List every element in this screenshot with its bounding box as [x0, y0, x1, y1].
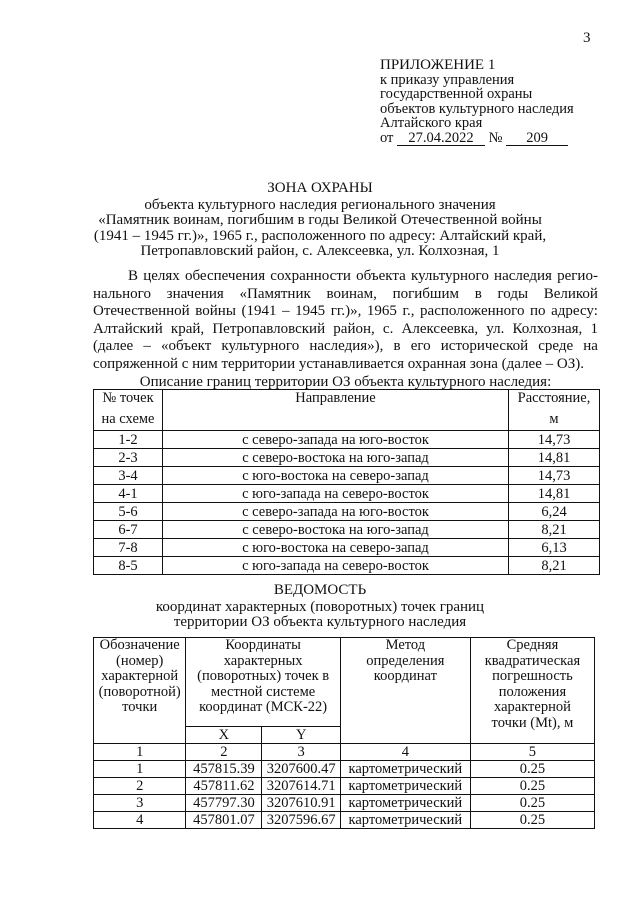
header-points-line: на схеме: [101, 411, 155, 427]
zone-title-line: «Памятник воинам, погибшим в годы Великой Отечественной войны: [98, 212, 542, 228]
zone-title: [0, 181, 640, 260]
coordinates-table: [93, 637, 595, 829]
statement-title-line: координат характерных (поворотных) точек границ: [155, 599, 485, 615]
paragraph-word: Петропавловский: [212, 320, 326, 337]
cell-error: 0.25: [470, 795, 594, 812]
paragraph-line: [93, 338, 598, 356]
paragraph-line: [93, 286, 598, 304]
cell-points: 6-7: [94, 521, 163, 539]
appendix-line: объектов культурного наследия: [380, 100, 574, 117]
cell-direction: с северо-востока на юго-запад: [163, 521, 509, 539]
paragraph-word: Отечественной: [93, 303, 190, 319]
header-y: Y: [262, 727, 340, 744]
cell-points: 8-5: [94, 557, 163, 575]
paragraph-word: сопряженной с ним территории устанавливается охранная зона (далее – ОЗ).: [93, 355, 584, 372]
header-method: [340, 638, 470, 744]
table-row: [94, 557, 600, 575]
paragraph-word: В: [128, 268, 139, 284]
paragraph-word: «Памятник: [239, 285, 311, 302]
appendix-title: ПРИЛОЖЕНИЕ 1: [380, 57, 496, 73]
header-line: положения: [498, 683, 567, 700]
cell-direction: с северо-запада на юго-восток: [163, 503, 509, 521]
paragraph-line: [93, 268, 598, 286]
header-line: местной системе: [211, 683, 316, 700]
zone-title-line: (1941 – 1945 гг.)», 1965 г., расположенного по адресу: Алтайский край,: [93, 227, 547, 244]
paragraph-word: среде: [538, 338, 574, 354]
cell-x: 457801.07: [186, 812, 262, 829]
paragraph-line: [93, 356, 598, 374]
paragraph-word: объекта: [356, 268, 406, 284]
zone-title-line: Петропавловский район, с. Алексеевка, ул. Колхозная, 1: [140, 243, 500, 259]
header-line: характерной: [101, 668, 179, 684]
paragraph-word: культурного: [221, 338, 300, 354]
column-index: 2: [186, 744, 262, 761]
paragraph-word: (далее: [93, 338, 134, 354]
header-coordinates: [186, 638, 341, 727]
paragraph-word: наследия: [494, 268, 552, 284]
cell-distance: 14,73: [509, 467, 600, 485]
cell-method: картометрический: [340, 761, 470, 778]
boundary-table-header: [94, 390, 600, 431]
body-paragraph: [93, 268, 598, 373]
cell-y: 3207610.91: [262, 795, 340, 812]
header-line: определения: [366, 652, 445, 669]
paragraph-word: г.,: [402, 303, 415, 319]
table-row: [94, 485, 600, 503]
cell-distance: 14,73: [509, 431, 600, 449]
header-error: [470, 638, 594, 744]
appendix-line: Алтайского края: [380, 115, 483, 131]
header-line: Средняя: [506, 637, 559, 653]
boundary-caption: Описание границ территории ОЗ объекта культурного наследия:: [139, 374, 552, 390]
paragraph-word: адресу:: [551, 303, 598, 319]
paragraph-word: 1: [590, 320, 598, 337]
cell-distance: 6,24: [509, 503, 600, 521]
paragraph-word: расположенного: [420, 303, 525, 319]
cell-points: 2-3: [94, 449, 163, 467]
paragraph-line: [93, 321, 598, 339]
cell-points: 5-6: [94, 503, 163, 521]
table-row: [94, 539, 600, 557]
appendix-date-line: [380, 131, 574, 146]
cell-y: 3207614.71: [262, 778, 340, 795]
appendix-header: [380, 58, 574, 146]
paragraph-word: культурного: [411, 268, 489, 284]
cell-x: 457811.62: [186, 778, 262, 795]
header-points: [94, 390, 163, 431]
column-index: 3: [262, 744, 340, 761]
paragraph-word: в: [393, 338, 401, 354]
cell-distance: 8,21: [509, 557, 600, 575]
header-line: Координаты: [225, 637, 301, 653]
cell-point: 3: [94, 795, 186, 812]
from-label: от: [380, 129, 394, 146]
paragraph-word: воинам,: [326, 285, 377, 302]
header-distance: [509, 390, 600, 431]
header-line: координат: [373, 668, 437, 684]
cell-error: 0.25: [470, 778, 594, 795]
cell-y: 3207600.47: [262, 761, 340, 778]
paragraph-word: годы: [497, 285, 529, 302]
paragraph-word: значения: [166, 285, 224, 302]
paragraph-line: [93, 303, 598, 321]
paragraph-word: Алексеевка,: [401, 320, 479, 337]
paragraph-word: обеспечения: [185, 268, 266, 284]
cell-points: 3-4: [94, 467, 163, 485]
paragraph-word: ул.: [486, 320, 505, 337]
cell-direction: с юго-запада на северо-восток: [163, 557, 509, 575]
paragraph-word: исторической: [440, 338, 529, 354]
paragraph-word: войны: [195, 303, 236, 319]
header-points-line: № точек: [102, 390, 154, 406]
paragraph-word: –: [282, 303, 290, 319]
header-direction: Направление: [163, 390, 509, 431]
paragraph-word: целях: [143, 268, 180, 284]
column-index: 4: [340, 744, 470, 761]
paragraph-word: регио-: [557, 268, 598, 284]
cell-point: 4: [94, 812, 186, 829]
paragraph-word: Алтайский: [93, 320, 163, 337]
paragraph-word: с.: [382, 320, 394, 337]
cell-method: картометрический: [340, 812, 470, 829]
header-line: (поворотных) точек в: [197, 668, 330, 684]
cell-error: 0.25: [470, 812, 594, 829]
paragraph-word: район,: [333, 320, 375, 337]
paragraph-word: по: [530, 303, 546, 319]
order-date: 27.04.2022: [397, 132, 485, 146]
header-line: Метод: [385, 637, 426, 653]
order-number: 209: [506, 132, 568, 146]
paragraph-word: 1965: [366, 303, 397, 319]
cell-method: картометрический: [340, 778, 470, 795]
cell-direction: с северо-востока на юго-запад: [163, 449, 509, 467]
header-distance-line: м: [549, 411, 559, 427]
header-line: (номер): [116, 652, 164, 669]
paragraph-word: погибшим: [392, 285, 460, 302]
paragraph-word: «объект: [160, 338, 212, 354]
cell-point: 2: [94, 778, 186, 795]
paragraph-word: наследия»),: [309, 338, 384, 354]
header-point-designation: [94, 638, 186, 744]
cell-points: 1-2: [94, 431, 163, 449]
appendix-line: государственной охраны: [380, 86, 533, 102]
paragraph-word: сохранности: [270, 268, 351, 284]
cell-direction: с юго-востока на северо-запад: [163, 467, 509, 485]
cell-error: 0.25: [470, 761, 594, 778]
cell-distance: 8,21: [509, 521, 600, 539]
coords-header-row: [94, 638, 595, 727]
paragraph-word: нального: [93, 285, 151, 302]
paragraph-word: Колхозная,: [512, 320, 583, 337]
cell-x: 457797.30: [186, 795, 262, 812]
header-x: X: [186, 727, 262, 744]
table-row: [94, 449, 600, 467]
table-row: [94, 812, 595, 829]
cell-distance: 14,81: [509, 485, 600, 503]
zone-heading: ЗОНА ОХРАНЫ: [267, 180, 373, 196]
header-line: Обозначение: [99, 637, 180, 653]
cell-distance: 6,13: [509, 539, 600, 557]
column-index: 5: [470, 744, 594, 761]
header-distance-line: Расстояние,: [517, 390, 591, 406]
table-row: [94, 503, 600, 521]
boundary-table-body: [94, 431, 600, 575]
table-row: [94, 761, 595, 778]
coords-table-body: [94, 744, 595, 829]
cell-direction: с юго-запада на северо-восток: [163, 485, 509, 503]
table-row: [94, 778, 595, 795]
paragraph-word: Великой: [543, 285, 598, 302]
statement-heading: ВЕДОМОСТЬ: [273, 582, 367, 598]
cell-method: картометрический: [340, 795, 470, 812]
cell-x: 457815.39: [186, 761, 262, 778]
header-line: (поворотной): [98, 683, 181, 700]
paragraph-word: –: [143, 338, 151, 354]
appendix-line: к приказу управления: [380, 71, 515, 88]
page-number: 3: [583, 30, 591, 46]
paragraph-word: его: [410, 338, 431, 354]
cell-point: 1: [94, 761, 186, 778]
cell-y: 3207596.67: [262, 812, 340, 829]
header-line: характерных: [223, 652, 303, 669]
paragraph-word: 1945: [295, 303, 326, 319]
statement-title-line: территории ОЗ объекта культурного наследия: [173, 614, 467, 630]
paragraph-word: в: [474, 285, 482, 302]
table-row: [94, 467, 600, 485]
table-row: [94, 521, 600, 539]
column-index: 1: [94, 744, 186, 761]
header-line: точки (Mt), м: [491, 714, 574, 731]
cell-points: 7-8: [94, 539, 163, 557]
header-line: квадратическая: [484, 652, 581, 669]
header-line: координат (МСК-22): [199, 699, 328, 715]
header-line: погрешность: [492, 668, 573, 684]
zone-title-line: объекта культурного наследия регионального значения: [144, 196, 496, 213]
cell-points: 4-1: [94, 485, 163, 503]
table-row: [94, 431, 600, 449]
table-row: [94, 795, 595, 812]
cell-distance: 14,81: [509, 449, 600, 467]
cell-direction: с северо-запада на юго-восток: [163, 431, 509, 449]
header-line: точки: [122, 699, 158, 715]
boundary-table: [93, 389, 600, 575]
header-line: характерной: [494, 699, 571, 715]
column-index-row: [94, 744, 595, 761]
paragraph-word: на: [583, 338, 598, 354]
number-sign: №: [488, 129, 503, 146]
paragraph-word: (1941: [241, 303, 277, 319]
cell-direction: с юго-востока на северо-запад: [163, 539, 509, 557]
paragraph-word: край,: [170, 320, 205, 337]
paragraph-word: гг.)»,: [330, 303, 362, 319]
statement-title: [0, 583, 640, 630]
